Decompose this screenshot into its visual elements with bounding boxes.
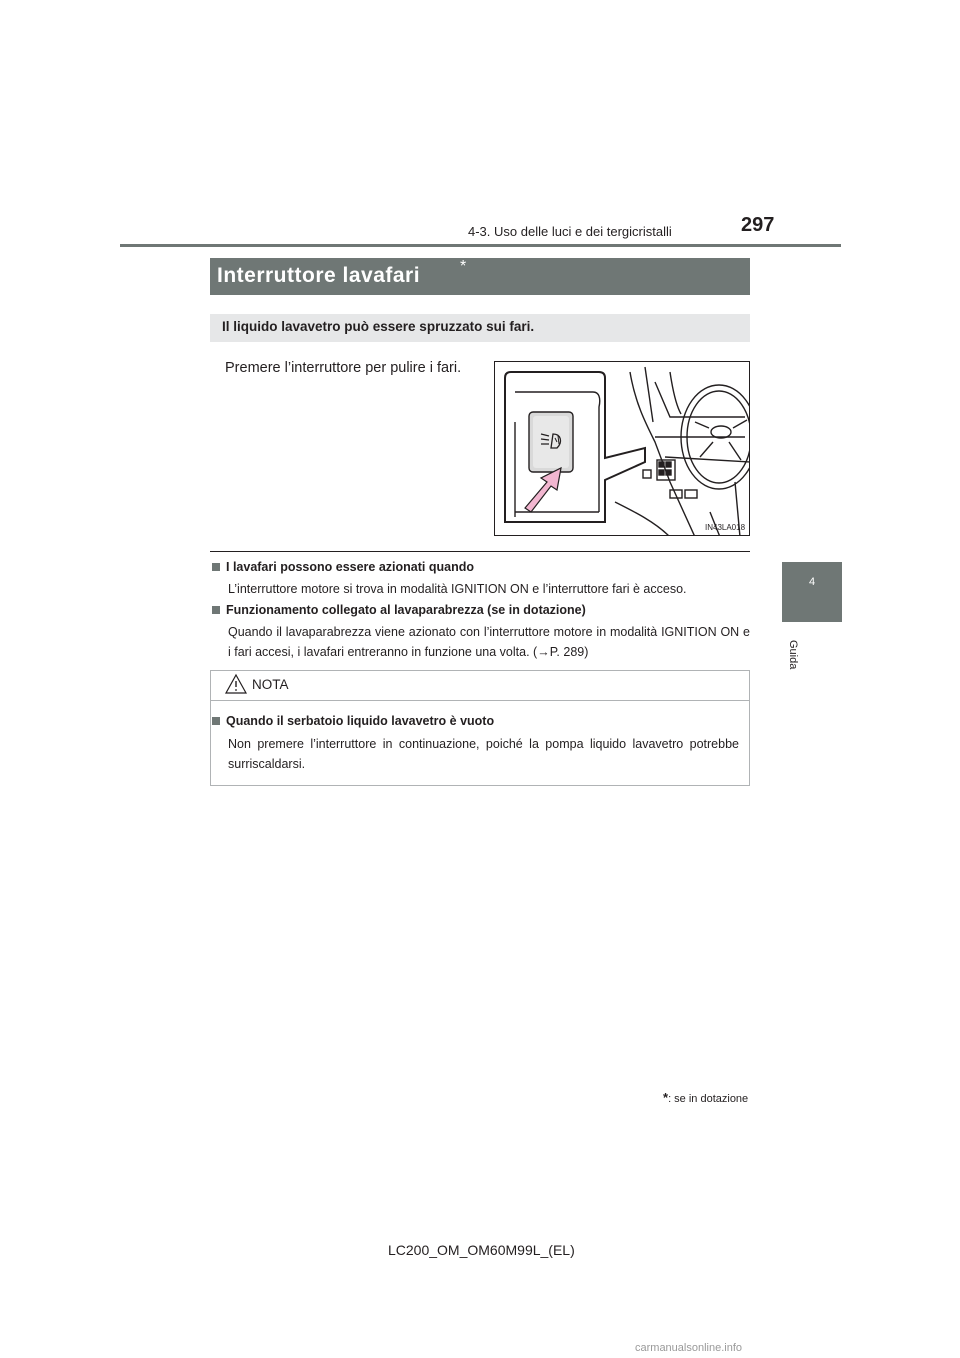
section-divider [210,551,750,552]
chapter-tab [782,562,842,622]
square-bullet-icon [212,563,220,571]
footer-document-code: LC200_OM_OM60M99L_(EL) [388,1242,575,1258]
warning-triangle-icon [224,673,248,695]
square-bullet-icon [212,606,220,614]
subtitle: Il liquido lavavetro può essere spruzzato sui fari. [222,319,535,334]
header-section-title: 4-3. Uso delle luci e dei tergicristalli [468,224,672,239]
section-body: Quando il lavaparabrezza viene azionato con l’interruttore motore in modalità IGNITION ON e i fari accesi, i lavafari entreranno in funzione una volta. (→P. 289) [228,625,750,659]
page-title: Interruttore lavafari [217,264,421,287]
section-heading [212,560,474,574]
chapter-label: Guida [787,640,799,670]
header-divider [120,244,841,247]
page-number: 297 [741,214,775,236]
square-bullet-icon [212,717,220,725]
section-heading-text: I lavafari possono essere azionati quando [226,560,474,574]
nota-body: Non premere l’interruttore in continuazione, poiché la pompa liquido lavavetro potrebbe surriscaldarsi. [228,737,739,771]
nota-heading-text: Quando il serbatoio liquido lavavetro è vuoto [226,714,495,728]
chapter-number: 4 [808,576,816,588]
headlamp-cleaner-switch-illustration [494,361,750,536]
nota-divider [210,700,750,701]
footnote [663,1090,748,1105]
section-heading-text: Funzionamento collegato al lavaparabrezza (se in dotazione) [226,603,586,617]
section-heading [212,603,586,617]
watermark: carmanualsonline.info [635,1342,743,1354]
footnote-text: : se in dotazione [668,1093,749,1105]
nota-heading [212,714,494,728]
title-optional-marker: * [460,258,467,275]
nota-label: NOTA [252,677,289,692]
illustration-code: IN43LA018 [705,523,746,532]
section-body: L’interruttore motore si trova in modalità IGNITION ON e l’interruttore fari è acceso. [228,582,687,596]
intro-text: Premere l’interruttore per pulire i fari. [225,360,462,376]
dashboard-drawing [495,362,750,536]
footnote-marker: * [663,1090,669,1105]
